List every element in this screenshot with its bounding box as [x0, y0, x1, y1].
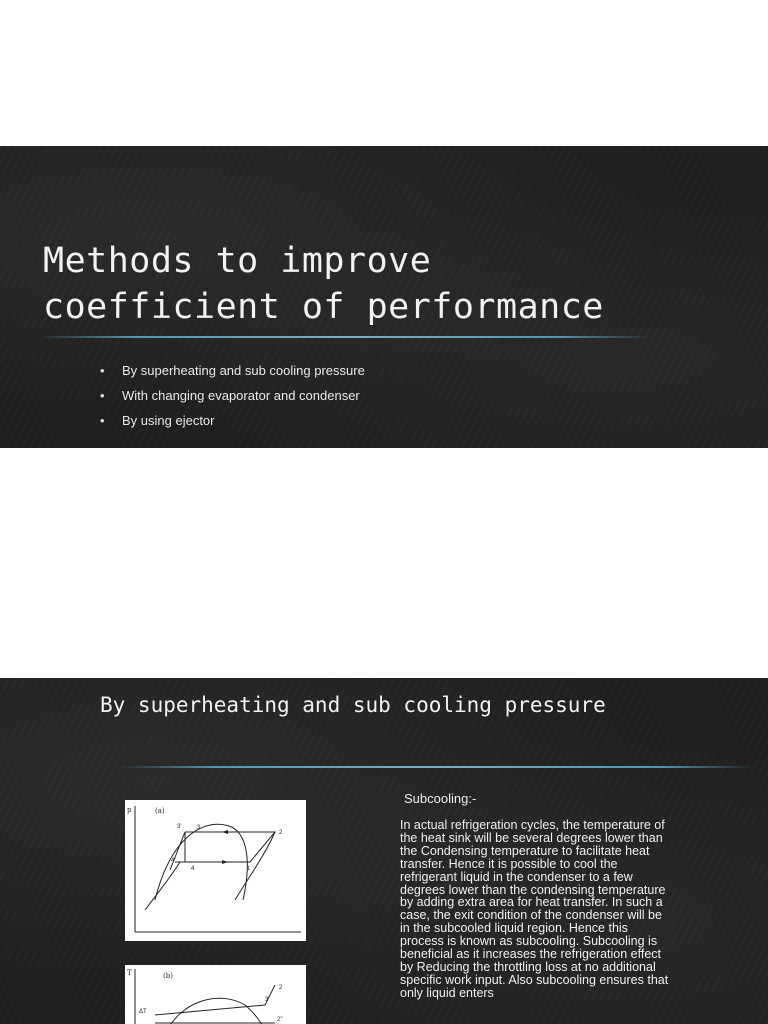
bullet-item: • With changing evaporator and condenser [98, 383, 365, 408]
arrow-icon [222, 860, 228, 864]
cycle-line [155, 985, 275, 1015]
point-label: 3 [265, 997, 269, 1003]
subcooling-heading: Subcooling:- [404, 791, 477, 806]
throttle-line [170, 832, 185, 870]
point-label: 2'' [277, 1017, 283, 1023]
panel-label-a: (a) [155, 807, 165, 815]
panel-label-b: (b) [163, 972, 173, 980]
point-label: 4 [191, 866, 195, 872]
point-label: 1 [247, 866, 251, 872]
point-label: 3' [177, 824, 182, 830]
axis-label-t: T [127, 969, 132, 977]
ph-diagram-figure [125, 800, 306, 941]
liquid-line [145, 862, 180, 910]
point-label: 2 [279, 985, 283, 991]
slide-title [43, 238, 604, 330]
point-label: 4' [171, 858, 176, 864]
slide-superheating-subcooling [0, 678, 768, 1024]
slide-title: By superheating and sub cooling pressure [100, 693, 606, 717]
compression-line [235, 832, 275, 900]
bullet-list [98, 358, 365, 433]
title-underline [40, 336, 650, 338]
arrow-icon [222, 830, 228, 834]
bullet-item: • By superheating and sub cooling pressure [98, 358, 365, 383]
ts-diagram [125, 965, 306, 1024]
bullet-item: • By using ejector [98, 408, 365, 433]
saturation-dome [165, 998, 267, 1024]
point-label: ΔT [139, 1009, 147, 1015]
point-label: 2 [279, 830, 283, 836]
slide-methods-cop [0, 146, 768, 448]
title-underline [120, 766, 755, 768]
point-label: 3 [197, 825, 201, 831]
axis-label-p: p [127, 806, 132, 814]
ts-diagram-figure [125, 965, 306, 1024]
slide-title-line-1: Methods to improve [43, 241, 432, 281]
ph-diagram [125, 800, 306, 941]
subcooling-paragraph: In actual refrigeration cycles, the temperature of the heat sink will be several degrees lower than the Condensing temperature to facilitate heat transfer. Hence it is possible to cool the refrigerant liquid in the condenser to a few degrees lower than the condensing temperature by adding extra area for heat transfer. In such a case, the exit condition of the condenser will be in the subcooled liquid region. Hence this process is known as subcooling. Subcooling is beneficial as it increases the refrigeration effect by Reducing the throttling loss at no additional specific work input. Also subcooling ensures that only liquid enters [400, 818, 669, 1000]
slide-title-line-2: coefficient of performance [43, 287, 604, 327]
